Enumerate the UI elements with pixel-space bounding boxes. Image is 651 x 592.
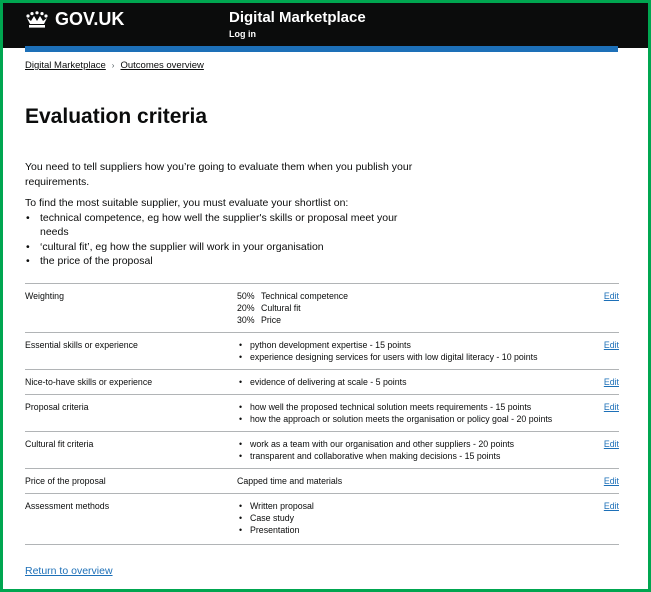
- edit-cell: [587, 284, 619, 333]
- list-item: • how well the proposed technical solution meets requirements - 15 points: [237, 401, 587, 413]
- row-value: [237, 333, 587, 370]
- row-value: [237, 370, 587, 395]
- breadcrumb: [25, 60, 204, 71]
- edit-proposal-link[interactable]: Edit: [603, 402, 619, 412]
- summary-table: [25, 283, 619, 545]
- page-title: Evaluation criteria: [25, 105, 208, 128]
- edit-cultural-fit-link[interactable]: Edit: [603, 439, 619, 449]
- table-row: [25, 469, 619, 494]
- row-label: Essential skills or experience: [25, 333, 237, 370]
- edit-cell: [587, 370, 619, 395]
- intro-list: [25, 211, 425, 269]
- intro-lead: To find the most suitable supplier, you must evaluate your shortlist on:: [25, 197, 349, 209]
- row-label: Price of the proposal: [25, 469, 237, 494]
- row-label: Proposal criteria: [25, 395, 237, 432]
- weighting-item: [237, 290, 587, 302]
- logo-text: GOV.UK: [55, 9, 125, 29]
- edit-cell: [587, 395, 619, 432]
- list-item: • the price of the proposal: [25, 254, 425, 269]
- edit-cell: [587, 494, 619, 545]
- list-item: • evidence of delivering at scale - 5 points: [237, 376, 587, 388]
- row-label: Nice-to-have skills or experience: [25, 370, 237, 395]
- weighting-item: [237, 302, 587, 314]
- table-row: [25, 432, 619, 469]
- weighting-values: [237, 284, 587, 333]
- weighting-percent: 50%: [237, 291, 255, 301]
- edit-price-link[interactable]: Edit: [603, 476, 619, 486]
- row-value: [237, 432, 587, 469]
- breadcrumb-digital-marketplace[interactable]: Digital Marketplace: [25, 60, 106, 71]
- intro: [25, 160, 425, 269]
- crown-icon: [25, 11, 49, 29]
- return-to-overview-link[interactable]: Return to overview: [25, 565, 113, 577]
- row-value: [237, 494, 587, 545]
- list-item: • how the approach or solution meets the organisation or policy goal - 20 points: [237, 413, 587, 425]
- row-label: Assessment methods: [25, 494, 237, 545]
- weighting-label: Technical competence: [261, 291, 349, 301]
- govuk-logo[interactable]: [25, 9, 124, 30]
- table-row: [25, 494, 619, 545]
- weighting-percent: 30%: [237, 315, 255, 325]
- breadcrumb-outcomes-overview[interactable]: Outcomes overview: [120, 60, 204, 71]
- edit-essential-link[interactable]: Edit: [603, 340, 619, 350]
- site-header: [3, 3, 648, 48]
- weighting-label: Price: [261, 315, 282, 325]
- header-accent-bar: [25, 46, 618, 52]
- edit-cell: [587, 432, 619, 469]
- login-link[interactable]: Log in: [229, 29, 256, 39]
- list-item: • experience designing services for users with low digital literacy - 10 points: [237, 351, 587, 363]
- edit-assessment-link[interactable]: Edit: [603, 501, 619, 511]
- table-row: [25, 395, 619, 432]
- weighting-percent: 20%: [237, 303, 255, 313]
- edit-weighting-link[interactable]: Edit: [603, 291, 619, 301]
- row-value: [237, 395, 587, 432]
- table-row: [25, 333, 619, 370]
- list-item: • ‘cultural fit’, eg how the supplier will work in your organisation: [25, 240, 425, 255]
- row-label: Cultural fit criteria: [25, 432, 237, 469]
- edit-cell: [587, 469, 619, 494]
- list-item: • Presentation: [237, 524, 587, 536]
- intro-paragraph: You need to tell suppliers how you’re going to evaluate them when you publish your requirements.: [25, 161, 413, 188]
- table-row: [25, 284, 619, 333]
- list-item: • work as a team with our organisation and other suppliers - 20 points: [237, 438, 587, 450]
- list-item: • Written proposal: [237, 500, 587, 512]
- weighting-item: [237, 314, 587, 326]
- edit-nice-to-have-link[interactable]: Edit: [603, 377, 619, 387]
- list-item: • Case study: [237, 512, 587, 524]
- row-value: Capped time and materials: [237, 469, 587, 494]
- chevron-right-icon: ›: [111, 61, 115, 70]
- service-name[interactable]: Digital Marketplace: [229, 9, 366, 26]
- row-label: Weighting: [25, 284, 237, 333]
- weighting-label: Cultural fit: [261, 303, 301, 313]
- list-item: • python development expertise - 15 points: [237, 339, 587, 351]
- edit-cell: [587, 333, 619, 370]
- table-row: [25, 370, 619, 395]
- list-item: • transparent and collaborative when making decisions - 15 points: [237, 450, 587, 462]
- list-item: • technical competence, eg how well the supplier's skills or proposal meet your needs: [25, 211, 425, 240]
